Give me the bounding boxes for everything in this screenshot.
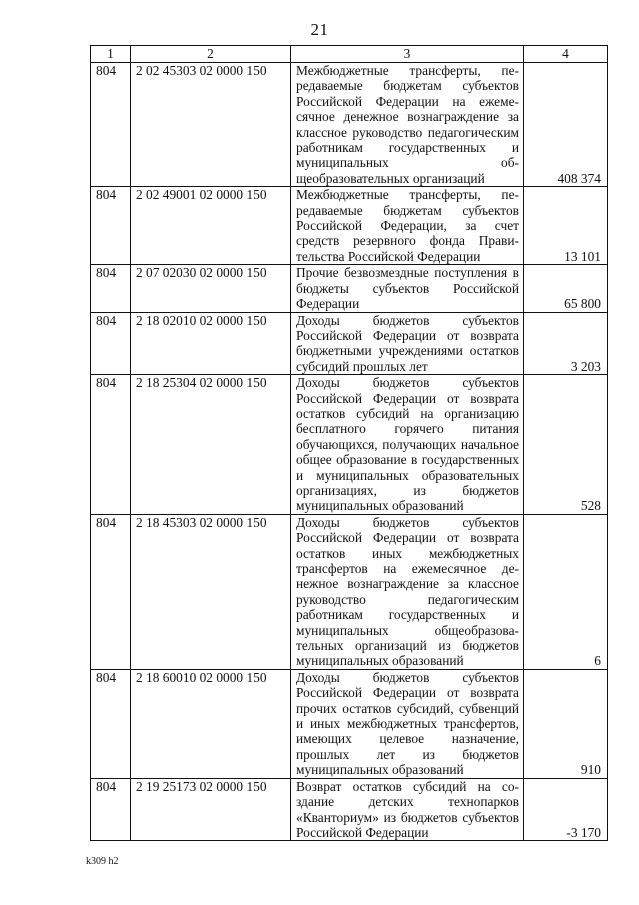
column-header-3: 3 — [291, 46, 524, 63]
budget-classification-code-cell: 2 18 45303 02 0000 150 — [131, 514, 291, 669]
column-header-4: 4 — [524, 46, 608, 63]
revenue-name-cell: Доходы бюджетов субъектов Российской Федерации от возврата остатков иных межбюджетных трансфертов на ежемесячное денежное вознаграждение за классное руководство педагогическим работникам государственных и муниципальных общеобразовательных организаций из бюджетов муниципальных образований — [291, 514, 524, 669]
table-row — [91, 669, 608, 778]
revenue-name-cell: Прочие безвозмездные поступления в бюджеты субъектов Российской Федерации — [291, 265, 524, 312]
admin-code-cell: 804 — [91, 265, 131, 312]
page-number: 21 — [310, 20, 329, 39]
admin-code-cell: 804 — [91, 63, 131, 187]
budget-classification-code-cell: 2 19 25173 02 0000 150 — [131, 778, 291, 841]
admin-code-cell: 804 — [91, 187, 131, 265]
amount-cell: 6 — [524, 514, 608, 669]
amount-cell: 408 374 — [524, 63, 608, 187]
amount-cell: 528 — [524, 375, 608, 515]
revenue-name-cell: Доходы бюджетов субъектов Российской Федерации от возврата бюджетными учреждениями остатков субсидий прошлых лет — [291, 312, 524, 375]
revenue-name-cell: Доходы бюджетов субъектов Российской Федерации от возврата прочих остатков субсидий, субвенций и иных межбюджетных трансфертов, имеющих целевое назначение, прошлых лет из бюджетов муниципальных образований — [291, 669, 524, 778]
admin-code-cell: 804 — [91, 375, 131, 515]
table-row — [91, 514, 608, 669]
budget-classification-code-cell: 2 18 60010 02 0000 150 — [131, 669, 291, 778]
table-row — [91, 778, 608, 841]
revenue-name-cell: Межбюджетные трансферты, передаваемые бюджетам субъектов Российской Федерации на ежемесячное денежное вознаграждение за классное руководство педагогическим работникам государственных и муниципальных общеобразовательных организаций — [291, 63, 524, 187]
admin-code-cell: 804 — [91, 778, 131, 841]
budget-classification-code-cell: 2 18 02010 02 0000 150 — [131, 312, 291, 375]
revenue-name-cell: Межбюджетные трансферты, передаваемые бюджетам субъектов Российской Федерации, за счет средств резервного фонда Правительства Российской Федерации — [291, 187, 524, 265]
amount-cell: 65 800 — [524, 265, 608, 312]
amount-cell: 910 — [524, 669, 608, 778]
amount-cell: 3 203 — [524, 312, 608, 375]
budget-revenue-table — [90, 45, 608, 841]
budget-classification-code-cell: 2 02 49001 02 0000 150 — [131, 187, 291, 265]
table-row — [91, 265, 608, 312]
column-header-1: 1 — [91, 46, 131, 63]
table-row — [91, 312, 608, 375]
budget-classification-code-cell: 2 18 25304 02 0000 150 — [131, 375, 291, 515]
table-row — [91, 375, 608, 515]
admin-code-cell: 804 — [91, 312, 131, 375]
column-header-2: 2 — [131, 46, 291, 63]
budget-classification-code-cell: 2 02 45303 02 0000 150 — [131, 63, 291, 187]
amount-cell: 13 101 — [524, 187, 608, 265]
table-row — [91, 63, 608, 187]
amount-cell: -3 170 — [524, 778, 608, 841]
table-header-row — [91, 46, 608, 63]
table-row — [91, 187, 608, 265]
admin-code-cell: 804 — [91, 669, 131, 778]
budget-classification-code-cell: 2 07 02030 02 0000 150 — [131, 265, 291, 312]
document-footer-code: k309 h2 — [86, 856, 119, 867]
admin-code-cell: 804 — [91, 514, 131, 669]
revenue-name-cell: Возврат остатков субсидий на создание детских технопарков «Кванториум» из бюджетов субъектов Российской Федерации — [291, 778, 524, 841]
revenue-name-cell: Доходы бюджетов субъектов Российской Федерации от возврата остатков субсидий на организацию бесплатного горячего питания обучающихся, получающих начальное общее образование в государственных и муниципальных образовательных организациях, из бюджетов муниципальных образований — [291, 375, 524, 515]
